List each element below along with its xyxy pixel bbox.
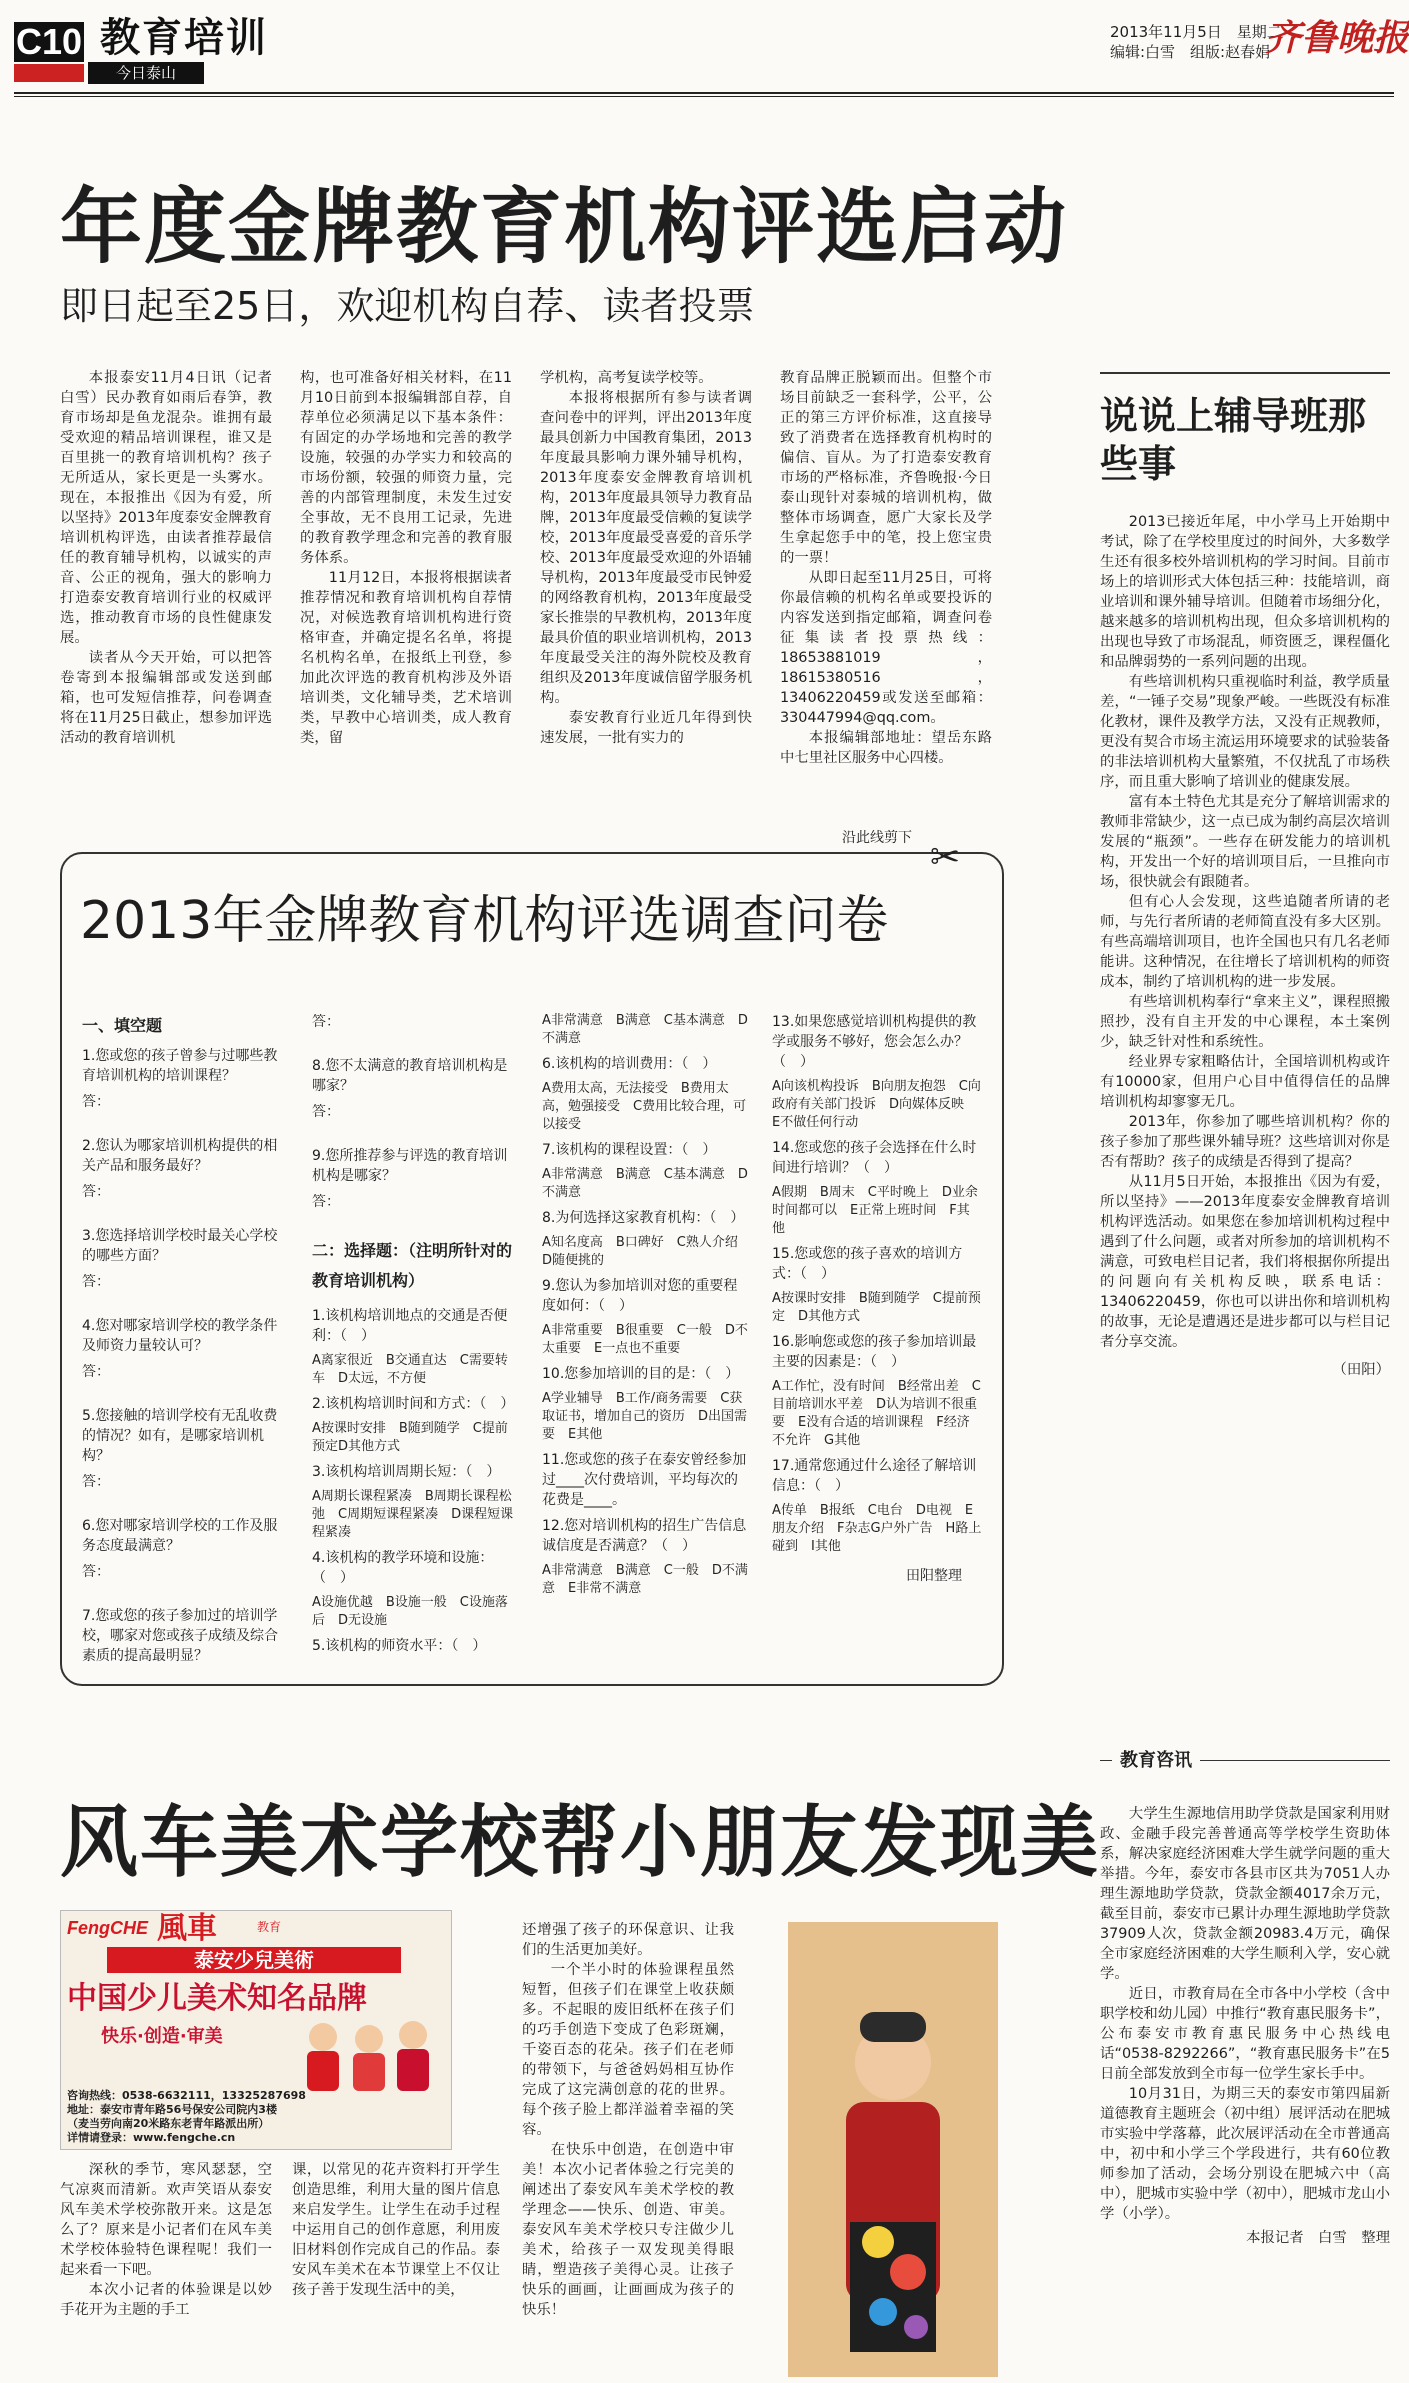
- ad-address: 地址：泰安市青年路56号保安公司院内3楼: [67, 2103, 277, 2116]
- choice-options[interactable]: A按课时安排 B随到随学 C提前预定 D其他方式: [772, 1291, 981, 1324]
- art-column-2: [292, 2160, 500, 2300]
- answer-line[interactable]: 答：: [82, 1474, 110, 1490]
- child-artwork-illustration: [788, 1922, 998, 2377]
- answer-line[interactable]: 答：: [312, 1194, 340, 1210]
- questionnaire-column-1: [82, 1016, 290, 1672]
- paragraph: 本报编辑部地址：望岳东路中七里社区服务中心四楼。: [780, 730, 992, 766]
- choice-question: 8.为何选择这家教育机构：（ ）: [542, 1210, 745, 1226]
- art-column-1: [60, 2160, 272, 2320]
- answer-line[interactable]: 答：: [82, 1094, 110, 1110]
- answer-line[interactable]: 答：: [82, 1274, 110, 1290]
- choice-question: 9.您认为参加培训对您的重要程度如何：（ ）: [542, 1278, 738, 1314]
- paragraph: 有些培训机构奉行“拿来主义”，课程照搬照抄，没有自主开发的中心课程，本土案例少，缺乏针对性和系统性。: [1100, 994, 1390, 1050]
- issue-date: 2013年11月5日 星期二: [1110, 23, 1282, 41]
- choice-question: 6.该机构的培训费用：（ ）: [542, 1056, 717, 1072]
- newspaper-masthead: 齐鲁晚报: [1265, 17, 1409, 59]
- paragraph: 还增强了孩子的环保意识、让我们的生活更加美好。: [522, 1922, 734, 1958]
- choice-question: 5.该机构的师资水平：（ ）: [312, 1638, 487, 1654]
- questionnaire-column-3: [542, 1012, 750, 1598]
- choice-options[interactable]: A设施优越 B设施一般 C设施落后 D无设施: [312, 1595, 508, 1628]
- questionnaire-title: 2013年金牌教育机构评选调查问卷: [80, 891, 889, 951]
- paragraph: 2013年，你参加了哪些培训机构？你的孩子参加了那些课外辅导班？这些培训对你是否有帮助？孩子的成绩是否得到了提高？: [1100, 1114, 1390, 1170]
- paragraph: 有些培训机构只重视临时利益，教学质量差，“一锤子交易”现象严峻。一些既没有标准化教材，课件及教学方法，又没有正规教师，更没有契合市场主流运用环境要求的试验装备的非法培训机构大量繁殖，不仅扰乱了市场秩序，而且重大影响了培训业的健康发展。: [1100, 674, 1390, 790]
- paragraph: 大学生生源地信用助学贷款是国家利用财政、金融手段完善普通高等学校学生资助体系，解决家庭经济困难大学生就学问题的重大举措。今年，泰安市各县市区共为7051人办理生源地助学贷款，贷款金额4017余万元，截至目前，泰安市已累计办理生源地助学贷款37909人次，贷款金额20983.4万元，确保全市家庭经济困难的大学生顺利入学，安心就学。: [1100, 1806, 1390, 1982]
- page-number: C10: [15, 21, 83, 62]
- editor-credits: 编辑:白雪 组版:赵春娟: [1110, 43, 1271, 61]
- school-name: 泰安少兒美術: [107, 1947, 401, 1973]
- choice-options[interactable]: A假期 B周末 C平时晚上 D业余时间都可以 E正常上班时间 F其他: [772, 1185, 978, 1236]
- questionnaire-credit: 田阳整理: [906, 1568, 962, 1584]
- ad-address-note: （麦当劳向南20米路东老青年路派出所）: [67, 2117, 270, 2130]
- choice-question: 3.该机构培训周期长短：（ ）: [312, 1464, 501, 1480]
- paragraph: 深秋的季节，寒风瑟瑟，空气凉爽而清新。欢声笑语从泰安风车美术学校弥散开来。这是怎么了？原来是小记者们在风车美术学校体验特色课程呢！我们一起来看一下吧。: [60, 2162, 272, 2278]
- school-advertisement: [60, 1910, 452, 2150]
- choice-options[interactable]: A非常满意 B满意 C基本满意 D不满意: [542, 1013, 748, 1046]
- paragraph: 在快乐中创造，在创造中审美！本次小记者体验之行完美的阐述出了泰安风车美术学校的教学理念——快乐、创造、审美。泰安风车美术学校只专注做少儿美术，给孩子一双发现美得眼睛，塑造孩子美得心灵。让孩子快乐的画画，让画画成为孩子的快乐！: [522, 2142, 734, 2318]
- choice-question[interactable]: 11.您或您的孩子在泰安曾经参加过____次付费培训，平均每次的花费是____。: [542, 1452, 747, 1508]
- sidebar-body: [1100, 512, 1390, 1380]
- questionnaire-column-2: [312, 1012, 520, 1662]
- fill-question: 4.您对哪家培训学校的教学条件及师资力量较认可？: [82, 1318, 278, 1354]
- children-illustration: [293, 2017, 443, 2095]
- fill-question: 8.您不太满意的教育培训机构是哪家？: [312, 1058, 508, 1094]
- answer-line[interactable]: 答：: [82, 1364, 110, 1380]
- choice-options[interactable]: A离家很近 B交通直达 C需要转车 D太远，不方便: [312, 1353, 508, 1386]
- choice-options[interactable]: A学业辅导 B工作/商务需要 C获取证书，增加自己的资历 D出国需要 E其他: [542, 1391, 748, 1442]
- consult-body: [1100, 1804, 1390, 2248]
- fill-question: 9.您所推荐参与评选的教育培训机构是哪家？: [312, 1148, 508, 1184]
- paragraph: 近日，市教育局在全市各中小学校（含中职学校和幼儿园）中推行“教育惠民服务卡”，公布泰安市教育惠民服务中心热线电话“0538-8292266”，“教育惠民服务卡”在5日前全部发放到全市每一位学生家长手中。: [1100, 1986, 1390, 2082]
- paragraph: 读者从今天开始，可以把答卷寄到本报编辑部或发送到邮箱，也可发短信推荐，问卷调查将在11月25日截止，想参加评选活动的教育培训机: [60, 650, 272, 746]
- consult-tag: 教育咨讯: [1112, 1748, 1200, 1774]
- questionnaire-column-4: [772, 1012, 982, 1586]
- choice-question: 16.影响您或您的孩子参加培训最主要的因素是：（ ）: [772, 1334, 977, 1370]
- answer-line[interactable]: 答：: [82, 1184, 110, 1200]
- paragraph: 从11月5日开始，本报推出《因为有爱，所以坚持》——2013年度泰安金牌教育培训机构评选活动。如果您在参加培训机构过程中遇到了什么问题，或者对所参加的培训机构不满意，可致电栏目记者，我们将根据你所提出的问题向有关机构反映，联系电话：13406220459，你也可以讲出你和培训机构的故事，无论是遭遇还是进步都可以与栏目记者分享交流。: [1100, 1174, 1390, 1350]
- art-headline: 风车美术学校帮小朋友发现美: [60, 1798, 1101, 1888]
- brand-latin: FengCHE: [67, 1918, 148, 1938]
- answer-line[interactable]: 答：: [312, 1014, 340, 1030]
- paragraph: 构，也可准备好相关材料，在11月10日前到本报编辑部自荐，自荐单位必须满足以下基本条件：有固定的办学场地和完善的教学设施，较强的办学实力和较高的市场份额，较强的师资力量，完善的内部管理制度，未发生过安全事故，无不良用工记录，先进的教育教学理念和完善的教育服务体系。: [300, 370, 512, 566]
- paragraph: 本次小记者的体验课是以妙手花开为主题的手工: [60, 2282, 272, 2318]
- fill-in-heading: 一、填空题: [82, 1016, 163, 1035]
- paragraph: 泰安教育行业近几年得到快速发展，一批有实力的: [540, 710, 752, 746]
- lead-column-2: [300, 368, 512, 748]
- fill-question: 2.您认为哪家培训机构提供的相关产品和服务最好？: [82, 1138, 278, 1174]
- fill-question: 7.您或您的孩子参加过的培训学校，哪家对您或孩子成绩及综合素质的提高最明显？: [82, 1608, 278, 1664]
- paragraph: 富有本土特色尤其是充分了解培训需求的教师非常缺少，这一点已成为制约高层次培训发展的“瓶颈”。一些存在研发能力的培训机构，开发出一个好的培训项目后，一旦推向市场，很快就会有跟随者。: [1100, 794, 1390, 890]
- answer-line[interactable]: 答：: [312, 1104, 340, 1120]
- choice-question: 1.该机构培训地点的交通是否便利：（ ）: [312, 1308, 508, 1344]
- choice-options[interactable]: A非常重要 B很重要 C一般 D不太重要 E一点也不重要: [542, 1323, 748, 1356]
- sidebar-credit: （田阳）: [1332, 1362, 1390, 1378]
- fill-question: 3.您选择培训学校时最关心学校的哪些方面？: [82, 1228, 278, 1264]
- lead-column-3: [540, 368, 752, 748]
- choice-options[interactable]: A非常满意 B满意 C基本满意 D不满意: [542, 1167, 748, 1200]
- choice-options[interactable]: A知名度高 B口碑好 C熟人介绍 D随便挑的: [542, 1235, 751, 1268]
- choice-question: 7.该机构的课程设置：（ ）: [542, 1142, 717, 1158]
- subsection-label: 今日泰山: [88, 62, 204, 84]
- paragraph: 2013已接近年尾，中小学马上开始期中考试，除了在学校里度过的时间外，大多数学生还有很多校外培训机构的学习时间。目前市场上的培训形式大体包括三种：技能培训，商业培训和课外辅导培训。但随着市场细分化，越来越多的培训机构出现，但众多培训机构的出现也导致了市场混乱，师资匮乏，课程僵化和品牌弱势的一系列问题的出现。: [1100, 514, 1390, 670]
- choice-question: 15.您或您的孩子喜欢的培训方式：（ ）: [772, 1246, 963, 1282]
- fill-question: 1.您或您的孩子曾参与过哪些教育培训机构的培训课程？: [82, 1048, 278, 1084]
- paragraph: 本报将根据所有参与读者调查问卷中的评判，评出2013年度最具创新力中国教育集团，2013年度最具影响力课外辅导机构，2013年度泰安金牌教育培训机构，2013年度最具领导力教育品牌，2013年度最受信赖的复读学校，2013年度最受喜爱的音乐学校、2013年度最受欢迎的外语辅导机构，2013年度最受市民钟爱的网络教育机构，2013年度最受家长推崇的早教机构，2013年度最具价值的职业培训机构，2013年度最受关注的海外院校及教育组织及2013年度诚信留学服务机构。: [540, 390, 752, 706]
- brand-tag: 教育: [257, 1920, 282, 1934]
- header-rule-thin: [14, 96, 1394, 97]
- fill-question: 6.您对哪家培训学校的工作及服务态度最满意？: [82, 1518, 278, 1554]
- child-with-artwork-photo: [788, 1922, 998, 2377]
- header-rule: [14, 92, 1394, 94]
- lead-subheadline: 即日起至25日，欢迎机构自荐、读者投票: [60, 284, 755, 328]
- section-title: 教育培训: [100, 15, 268, 61]
- lead-column-1: [60, 368, 272, 748]
- page-number-underbar: [14, 64, 84, 82]
- choice-question: 10.您参加培训的目的是：（ ）: [542, 1366, 740, 1382]
- paragraph: 一个半小时的体验课程虽然短暂，但孩子们在课堂上收获颇多。不起眼的废旧纸杯在孩子们的巧手创造下变成了色彩斑斓，千姿百态的花朵。孩子们在老师的带领下，与爸爸妈妈相互协作完成了这完满创意的花的世界。每个孩子脸上都洋溢着幸福的笑容。: [522, 1962, 734, 2138]
- choice-heading: 二：选择题：（注明所针对的教育培训机构）: [312, 1241, 513, 1290]
- choice-options[interactable]: A传单 B报纸 C电台 D电视 E朋友介绍 F杂志G户外广告 H路上碰到 I其他: [772, 1503, 982, 1554]
- sidebar-top-rule: [1100, 372, 1390, 374]
- paragraph: 学机构，高考复读学校等。: [540, 370, 713, 386]
- paragraph: 经业界专家粗略估计，全国培训机构或许有10000家，但用户心目中值得信任的品牌培训机构却寥寥无几。: [1100, 1054, 1390, 1110]
- lead-headline: 年度金牌教育机构评选启动: [60, 180, 1069, 275]
- paragraph: 但有心人会发现，这些追随者所请的老师，与先行者所请的老师简直没有多大区别。有些高端培训项目，也许全国也只有几名老师能讲。这种情况，在往增长了培训机构的师资成本，制约了培训机构的进一步发展。: [1100, 894, 1390, 990]
- lead-column-4: [780, 368, 992, 768]
- fill-question: 5.您接触的培训学校有无乱收费的情况？如有，是哪家培训机构？: [82, 1408, 278, 1464]
- ad-phone: 咨询热线：0538-6632111，13325287698: [67, 2089, 306, 2102]
- cut-line-note: 沿此线剪下: [838, 828, 916, 848]
- choice-options[interactable]: A费用太高，无法接受 B费用太高，勉强接受 C费用比较合理，可以接受: [542, 1081, 747, 1132]
- brand-logo: 風車: [157, 1911, 217, 1946]
- choice-options[interactable]: A非常满意 B满意 C一般 D不满意 E非常不满意: [542, 1563, 748, 1596]
- choice-options[interactable]: A向该机构投诉 B向朋友抱怨 C向政府有关部门投诉 D向媒体反映 E不做任何行动: [772, 1079, 981, 1130]
- scissors-icon: ✂: [930, 837, 961, 878]
- consult-credit: 本报记者 白雪 整理: [1246, 2230, 1390, 2246]
- choice-question: 14.您或您的孩子会选择在什么时间进行培训？（ ）: [772, 1140, 977, 1176]
- paragraph: 10月31日，为期三天的泰安市第四届新道德教育主题班会（初中组）展评活动在肥城市实验中学落幕，此次展评活动在全市普通高中，初中和小学三个学段进行，共有60位教师参加了活动，会场分别设在肥城六中（高中），肥城市实验中学（初中），肥城市龙山小学（小学）。: [1100, 2086, 1390, 2222]
- sidebar-title: 说说上辅导班那些事: [1100, 394, 1367, 486]
- choice-options[interactable]: A按课时安排 B随到随学 C提前预定D其他方式: [312, 1421, 508, 1454]
- paragraph: 课，以常见的花卉资料打开学生创造思维，利用大量的图片信息来启发学生。让学生在动手过程中运用自己的创作意愿，利用废旧材料创作完成自己的作品。泰安风车美术在本节课堂上不仅让孩子善于发现生活中的美，: [292, 2162, 500, 2298]
- ad-website: 详情请登录：www.fengche.cn: [67, 2131, 236, 2144]
- paragraph: 从即日起至11月25日，可将你最信赖的机构名单或要投诉的内容发送到指定邮箱，调查问卷征集读者投票热线：18653881019，18615380516，13406220459或发送至邮箱：330447994@qq.com。: [780, 570, 992, 726]
- choice-question: 13.如果您感觉培训机构提供的教学或服务不够好，您会怎么办？（ ）: [772, 1014, 977, 1070]
- art-column-3: [522, 1920, 734, 2320]
- choice-question: 12.您对培训机构的招生广告信息诚信度是否满意？（ ）: [542, 1518, 747, 1554]
- ad-slogan: 中国少儿美术知名品牌: [67, 1981, 367, 2016]
- choice-question: 2.该机构培训时间和方式：（ ）: [312, 1396, 515, 1412]
- paragraph: 本报泰安11月4日讯（记者 白雪）民办教育如雨后春笋，教育市场却是鱼龙混杂。谁拥有最受欢迎的精品培训课程，谁又是百里挑一的教育培训机构？孩子无所适从，家长更是一头雾水。现在，本报推出《因为有爱，所以坚持》2013年度泰安金牌教育培训机构评选，由读者推荐最信任的教育辅导机构，以诚实的声音、公正的视角，强大的影响力打造泰安教育培训行业的权威评选，推动教育市场的良性健康发展。: [60, 370, 272, 646]
- ad-motto: 快乐·创造·审美: [101, 2026, 223, 2047]
- choice-question: 4.该机构的教学环境和设施：（ ）: [312, 1550, 494, 1586]
- choice-options[interactable]: A工作忙，没有时间 B经常出差 C目前培训水平差 D认为培训不很重要 E没有合适的培训课程 F经济不允许 G其他: [772, 1379, 981, 1448]
- paragraph: 教育品牌正脱颖而出。但整个市场目前缺乏一套科学，公平，公正的第三方评价标准，这直接导致了消费者在选择教育机构时的偏信、盲从。为了打造泰安教育市场的严格标准，齐鲁晚报·今日泰山现针对泰城的培训机构，做整体市场调查，愿广大家长及学生拿起您手中的笔，投上您宝贵的一票！: [780, 370, 992, 566]
- choice-options[interactable]: A周期长课程紧凑 B周期长课程松弛 C周期短课程紧凑 D课程短课程紧凑: [312, 1489, 514, 1540]
- answer-line[interactable]: 答：: [82, 1564, 110, 1580]
- paragraph: 11月12日，本报将根据读者推荐情况和教育培训机构自荐情况，对候选教育培训机构进行资格审查，并确定提名名单，将提名机构名单，在报纸上刊登，参加此次评选的教育机构涉及外语培训类，文化辅导类，艺术培训类，早教中心培训类，成人教育类，留: [300, 570, 512, 746]
- choice-question: 17.通常您通过什么途径了解培训信息：（ ）: [772, 1458, 977, 1494]
